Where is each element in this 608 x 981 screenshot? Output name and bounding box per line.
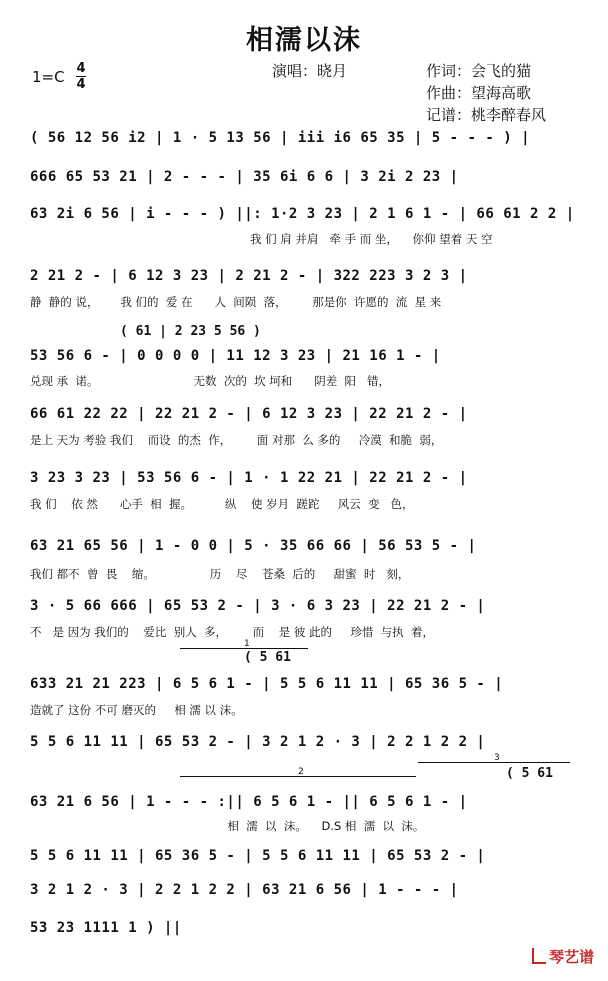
singer-credit: 演唱：晓月	[272, 62, 348, 80]
score-row: 53 23 1111 1 ) ||	[30, 920, 182, 936]
lyricist-credit: 作词：会飞的猫	[426, 62, 532, 80]
score-row: 63 2i 6 56 | i - - - ) ||: 1·2 3 23 | 2 1 6 1 - | 66 61 2 2 |	[30, 206, 575, 222]
lyric-row: 静 静的 说， 我 们的 爱 在 人 间陨 落， 那是你 许愿的 流 星 来	[30, 295, 442, 309]
volta-bracket-2	[180, 767, 416, 789]
volta-number: 1	[244, 639, 250, 649]
score-row: 2 21 2 - | 6 12 3 23 | 2 21 2 - | 322 223 3 2 3 |	[30, 268, 468, 284]
lyric-row: 相 濡 以 沫。 D.S 相 濡 以 沫。	[30, 819, 425, 833]
lyric-row: 我 们 肩 并肩 牵 手 而 坐， 你仰 望着 天 空	[250, 232, 493, 246]
time-signature	[76, 62, 86, 91]
score-row: 66 61 22 22 | 22 21 2 - | 6 12 3 23 | 22 21 2 - |	[30, 406, 468, 422]
composer-credit: 作曲：望海高歌	[426, 84, 532, 102]
score-row: 3 · 5 66 666 | 65 53 2 - | 3 · 6 3 23 | 22 21 2 - |	[30, 598, 486, 614]
score-row: ( 56 12 56 i2 | 1 · 5 13 56 | iii i6 65 35 | 5 - - - ) |	[30, 130, 531, 146]
site-logo	[532, 946, 594, 967]
volta-number: 3	[494, 753, 500, 763]
volta-number: 2	[298, 767, 304, 777]
transcriber-credit: 记谱：桃李醉春风	[426, 106, 547, 124]
lyric-row: 兑现 承 诺。 无数 次的 坎 坷和 阴差 阳 错，	[30, 374, 390, 388]
logo-text: 琴艺谱	[548, 948, 594, 966]
prefix-notes: ( 5 61	[506, 766, 553, 781]
key-signature: 1=C	[32, 68, 65, 86]
score-row: 63 21 6 56 | 1 - - - :|| 6 5 6 1 - || 6 5 6 1 - |	[30, 794, 468, 810]
logo-icon	[532, 948, 546, 964]
score-row: 5 5 6 11 11 | 65 36 5 - | 5 5 6 11 11 | 65 53 2 - |	[30, 848, 486, 864]
score-row: 666 65 53 21 | 2 - - - | 35 6i 6 6 | 3 2i 2 23 |	[30, 169, 459, 185]
score-row: 633 21 21 223 | 6 5 6 1 - | 5 5 6 11 11 | 65 36 5 - |	[30, 676, 504, 692]
score-row: 3 2 1 2 · 3 | 2 2 1 2 2 | 63 21 6 56 | 1 - - - |	[30, 882, 459, 898]
score-row: 5 5 6 11 11 | 65 53 2 - | 3 2 1 2 · 3 | 2 2 1 2 2 |	[30, 734, 486, 750]
score-row: 53 56 6 - | 0 0 0 0 | 11 12 3 23 | 21 16 1 - |	[30, 348, 441, 364]
prefix-notes: ( 5 61	[244, 650, 291, 665]
page-title: 相濡以沫	[246, 25, 362, 56]
lyric-row: 我们 都不 曾 畏 缩。 历 尽 苍桑 后的 甜蜜 时 刻，	[30, 567, 410, 581]
prefix-notes: ( 61 | 2 23 5 56 )	[120, 324, 261, 339]
lyric-row: 我 们 依 然 心手 相 握。 纵 使 岁月 蹉跎 风云 变 色，	[30, 497, 414, 511]
lyric-row: 不 是 因为 我们的 爱比 别人 多， 而 是 彼 此的 珍惜 与执 着，	[30, 625, 434, 639]
score-row: 3 23 3 23 | 53 56 6 - | 1 · 1 22 21 | 22 21 2 - |	[30, 470, 468, 486]
time-bottom: 4	[76, 77, 86, 92]
lyric-row: 是上 天为 考验 我们 而设 的杰 作， 面 对那 么 多的 冷漠 和脆 弱，	[30, 433, 443, 447]
time-top: 4	[76, 61, 86, 76]
lyric-row: 造就了 这份 不可 磨灭的 相 濡 以 沫。	[30, 703, 243, 717]
score-row: 63 21 65 56 | 1 - 0 0 | 5 · 35 66 66 | 56 53 5 - |	[30, 538, 477, 554]
